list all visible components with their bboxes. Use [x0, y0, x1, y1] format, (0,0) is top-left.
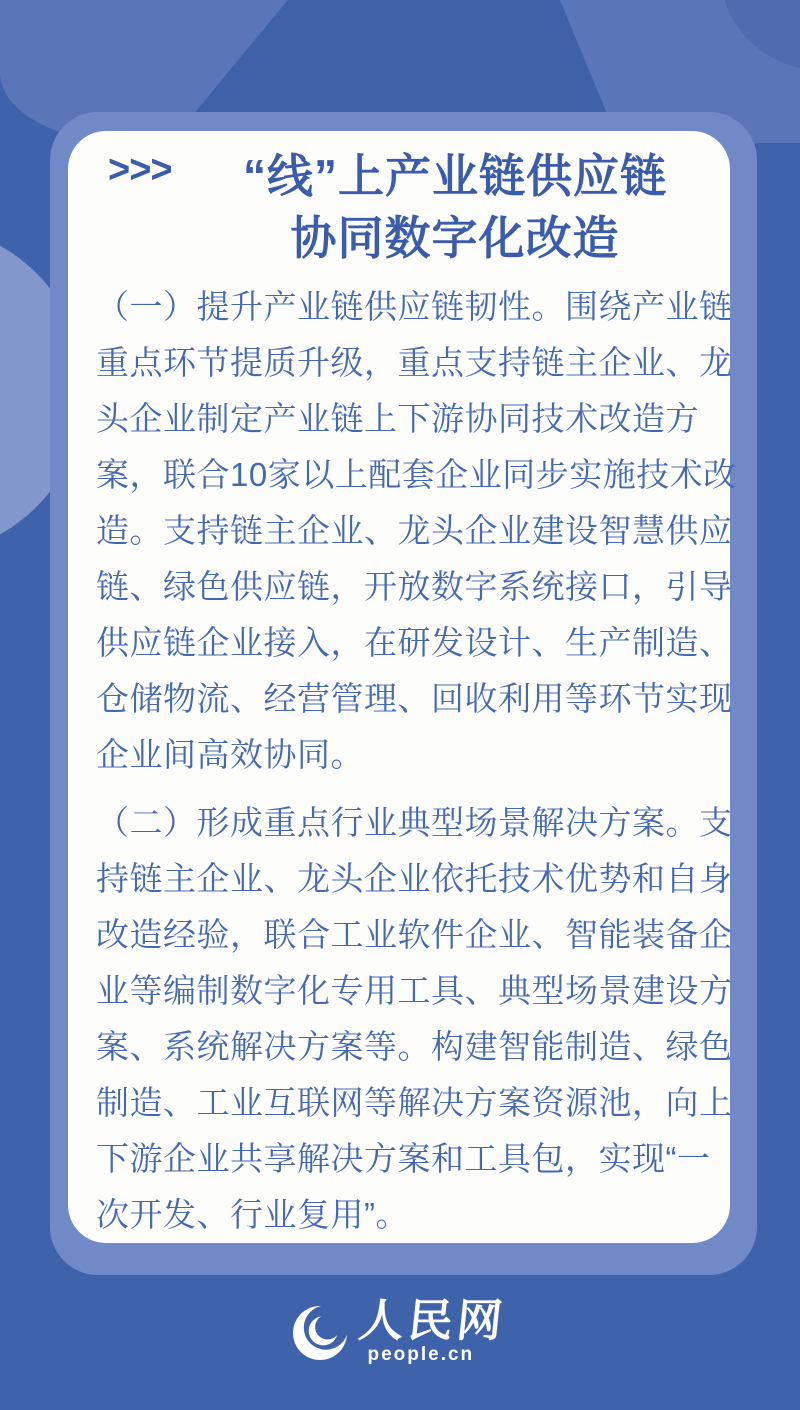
page-title-line1: “线”上产业链供应链	[243, 150, 667, 202]
body-text-line: 造。支持链主企业、龙头企业建设智慧供应	[96, 512, 733, 549]
logo-domain-text: people.cn	[367, 1344, 475, 1365]
body-text-line: 案、系统解决方案等。构建智能制造、绿色	[96, 1028, 733, 1065]
logo-text-block	[356, 1295, 510, 1366]
body-text-line: 制造、工业互联网等解决方案资源池，向上	[96, 1084, 733, 1121]
body-text-line: 供应链企业接入，在研发设计、生产制造、	[96, 624, 733, 661]
chevron-marks-icon: >>>	[108, 147, 172, 193]
body-text-line: 次开发、行业复用”。	[96, 1196, 409, 1233]
body-text-line: （二）形成重点行业典型场景解决方案。支	[96, 804, 733, 841]
content-card	[68, 131, 737, 1243]
people-cn-moon-icon	[293, 1306, 347, 1360]
body-text-line: 业等编制数字化专用工具、典型场景建设方	[96, 972, 733, 1009]
body-text-line: 头企业制定产业链上下游协同技术改造方	[96, 400, 699, 437]
body-text-line: 持链主企业、龙头企业依托技术优势和自身	[96, 860, 733, 897]
body-text-line: 链、绿色供应链，开放数字系统接口，引导	[96, 568, 733, 605]
body-text-line: 企业间高效协同。	[96, 736, 364, 773]
body-text-line: 仓储物流、经营管理、回收利用等环节实现	[96, 680, 733, 717]
page-title-line2: 协同数字化改造	[290, 212, 620, 264]
body-text	[96, 279, 737, 1243]
body-text-line: 下游企业共享解决方案和工具包，实现“一	[96, 1140, 711, 1177]
logo-name-text: 人民网	[356, 1295, 510, 1346]
body-text-line: 案，联合10家以上配套企业同步实施技术改	[96, 456, 737, 493]
body-text-line: （一）提升产业链供应链韧性。围绕产业链	[96, 288, 733, 325]
people-cn-logo	[0, 1295, 800, 1366]
paragraph-2	[96, 795, 733, 1243]
body-text-line: 改造经验，联合工业软件企业、智能装备企	[96, 916, 733, 953]
body-text-line: 重点环节提质升级，重点支持链主企业、龙	[96, 344, 733, 381]
paragraph-1	[96, 279, 737, 783]
page-title	[190, 145, 720, 269]
